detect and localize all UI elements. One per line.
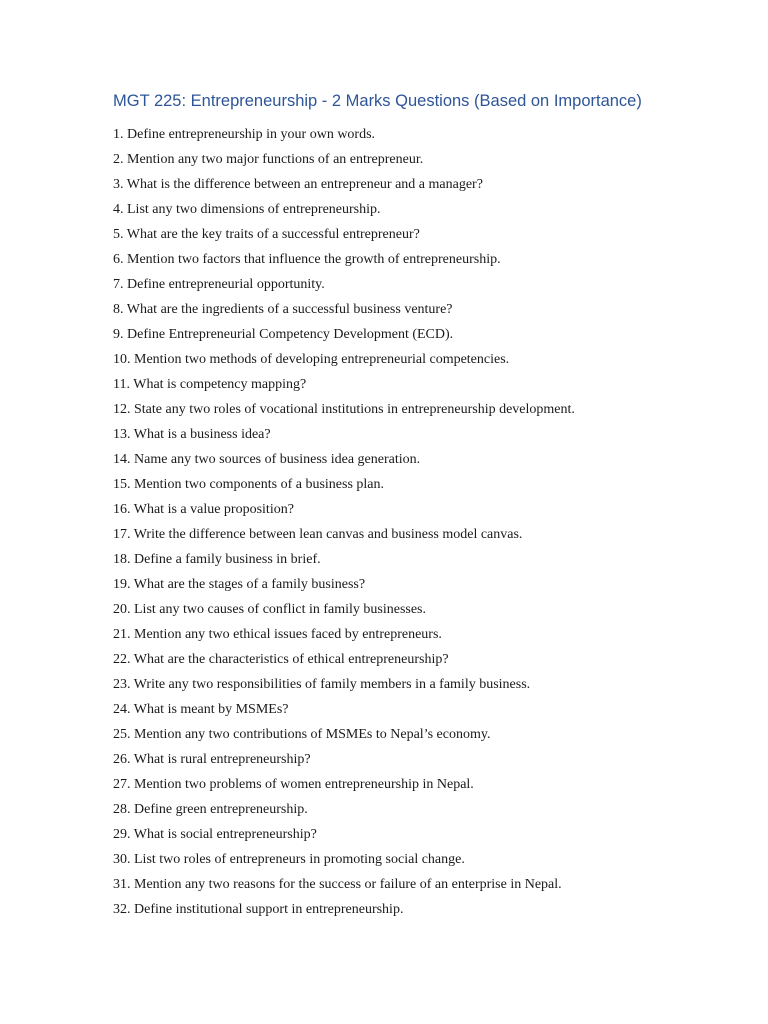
question-item: 24. What is meant by MSMEs?: [113, 702, 289, 717]
question-item: 16. What is a value proposition?: [113, 502, 294, 517]
question-item: 18. Define a family business in brief.: [113, 552, 321, 567]
question-item: 29. What is social entrepreneurship?: [113, 827, 317, 842]
question-item: 17. Write the difference between lean canvas and business model canvas.: [113, 527, 523, 542]
question-item: 11. What is competency mapping?: [113, 377, 307, 392]
question-item: 27. Mention two problems of women entrepreneurship in Nepal.: [113, 777, 474, 792]
question-item: 26. What is rural entrepreneurship?: [113, 752, 311, 767]
question-item: 19. What are the stages of a family business?: [113, 577, 366, 592]
question-item: 5. What are the key traits of a successful entrepreneur?: [113, 227, 420, 242]
question-item: 15. Mention two components of a business plan.: [113, 477, 385, 492]
question-item: 2. Mention any two major functions of an entrepreneur.: [113, 152, 424, 167]
question-item: 22. What are the characteristics of ethical entrepreneurship?: [113, 652, 449, 667]
question-item: 1. Define entrepreneurship in your own words.: [113, 127, 376, 142]
question-item: 13. What is a business idea?: [113, 427, 271, 442]
question-item: 32. Define institutional support in entrepreneurship.: [113, 902, 404, 917]
question-item: 3. What is the difference between an entrepreneur and a manager?: [113, 177, 483, 192]
document-title: MGT 225: Entrepreneurship - 2 Marks Questions (Based on Importance): [113, 92, 642, 110]
question-item: 14. Name any two sources of business idea generation.: [113, 452, 421, 467]
question-item: 20. List any two causes of conflict in family businesses.: [113, 602, 426, 617]
question-item: 9. Define Entrepreneurial Competency Development (ECD).: [113, 327, 454, 342]
question-list: [113, 124, 753, 924]
question-item: 4. List any two dimensions of entrepreneurship.: [113, 202, 381, 217]
question-item: 8. What are the ingredients of a successful business venture?: [113, 302, 453, 317]
question-item: 28. Define green entrepreneurship.: [113, 802, 308, 817]
question-item: 10. Mention two methods of developing entrepreneurial competencies.: [113, 352, 510, 367]
question-item: 30. List two roles of entrepreneurs in promoting social change.: [113, 852, 465, 867]
question-item: 31. Mention any two reasons for the success or failure of an enterprise in Nepal.: [113, 877, 562, 892]
question-item: 25. Mention any two contributions of MSMEs to Nepal’s economy.: [113, 727, 491, 742]
question-item: 12. State any two roles of vocational institutions in entrepreneurship development.: [113, 402, 575, 417]
question-item: 23. Write any two responsibilities of family members in a family business.: [113, 677, 531, 692]
question-item: 6. Mention two factors that influence the growth of entrepreneurship.: [113, 252, 501, 267]
question-item: 21. Mention any two ethical issues faced by entrepreneurs.: [113, 627, 442, 642]
question-item: 7. Define entrepreneurial opportunity.: [113, 277, 325, 292]
